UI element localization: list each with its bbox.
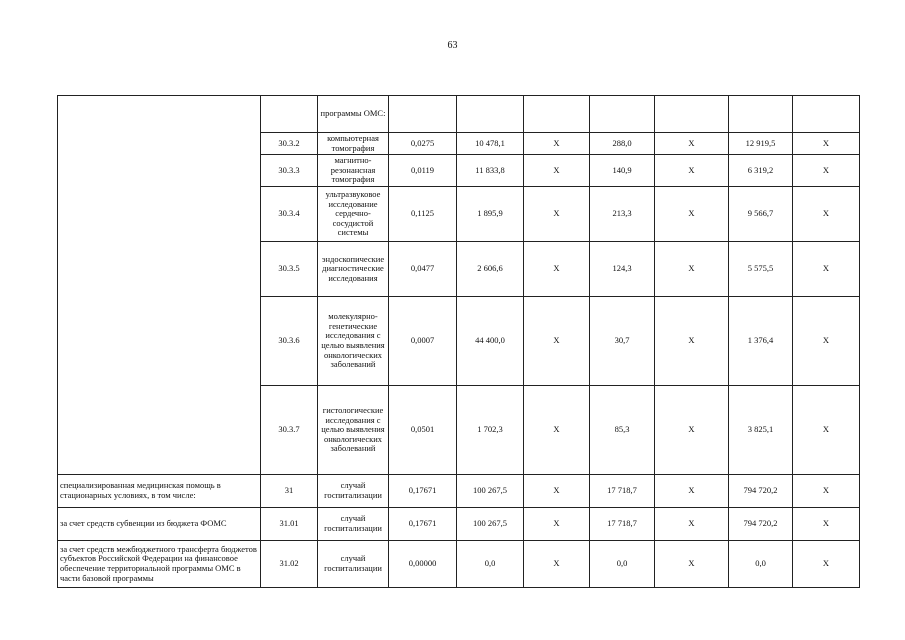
cell-value: 100 267,5: [457, 508, 524, 541]
cell-code: 31.01: [261, 508, 318, 541]
cell-value: 0,0: [729, 541, 793, 588]
cell-code: 30.3.5: [261, 242, 318, 297]
cell-code: 31.02: [261, 541, 318, 588]
cell-code: [261, 96, 318, 133]
cell-code: 30.3.7: [261, 386, 318, 475]
cell-value: X: [655, 155, 729, 187]
cell-value: X: [655, 133, 729, 155]
cell-value: X: [524, 508, 590, 541]
cell-unit: случай госпитализации: [318, 475, 389, 508]
cell-value: X: [655, 386, 729, 475]
page-number: 63: [447, 40, 458, 51]
table-row: [58, 541, 860, 588]
cell-value: X: [793, 155, 860, 187]
cell-value: 2 606,6: [457, 242, 524, 297]
cell-value: X: [524, 187, 590, 242]
cell-value: X: [655, 508, 729, 541]
cell-value: X: [655, 242, 729, 297]
cell-value: 0,00000: [389, 541, 457, 588]
cell-code: 30.3.4: [261, 187, 318, 242]
cell-value: X: [524, 133, 590, 155]
cell-unit: ультразвуковое исследование сердечно-сосудистой системы: [318, 187, 389, 242]
cell-value: 1 702,3: [457, 386, 524, 475]
cell-unit: магнитно-резонансная томография: [318, 155, 389, 187]
cell-value: 0,0119: [389, 155, 457, 187]
cell-value: X: [793, 187, 860, 242]
cell-unit: программы ОМС:: [318, 96, 389, 133]
blank-name-cell: [58, 96, 261, 475]
cell-code: 30.3.3: [261, 155, 318, 187]
cell-code: 31: [261, 475, 318, 508]
cell-value: X: [793, 297, 860, 386]
cell-name: специализированная медицинская помощь в стационарных условиях, в том числе:: [58, 475, 261, 508]
cell-value: 5 575,5: [729, 242, 793, 297]
table-row-header-continuation: [58, 96, 860, 133]
table-row: [58, 475, 860, 508]
cell-value: 0,0007: [389, 297, 457, 386]
cell-value: X: [524, 155, 590, 187]
cell-unit: гистологические исследования с целью выявления онкологических заболеваний: [318, 386, 389, 475]
cell-value: X: [655, 297, 729, 386]
cell-code: 30.3.2: [261, 133, 318, 155]
cell-name: за счет средств межбюджетного трансферта бюджетов субъектов Российской Федерации на финансовое обеспечение территориальной программы ОМС в части базовой программы: [58, 541, 261, 588]
cell-value: 44 400,0: [457, 297, 524, 386]
cell-unit: случай госпитализации: [318, 541, 389, 588]
cell-value: 0,17671: [389, 475, 457, 508]
cell-value: X: [793, 242, 860, 297]
cell-code: 30.3.6: [261, 297, 318, 386]
cell-value: 794 720,2: [729, 475, 793, 508]
cell-unit: компьютерная томография: [318, 133, 389, 155]
cell-unit: молекулярно-генетические исследования с целью выявления онкологических заболеваний: [318, 297, 389, 386]
cell-value: 1 376,4: [729, 297, 793, 386]
cell-value: 0,0: [457, 541, 524, 588]
cell-value: X: [655, 187, 729, 242]
cell-value: 0,1125: [389, 187, 457, 242]
cell-value: 100 267,5: [457, 475, 524, 508]
cell-unit: случай госпитализации: [318, 508, 389, 541]
cell-value: X: [524, 541, 590, 588]
data-table: [57, 95, 860, 588]
cell-value: 794 720,2: [729, 508, 793, 541]
cell-value: X: [655, 541, 729, 588]
cell-value: 0,17671: [389, 508, 457, 541]
cell-name: за счет средств субвенции из бюджета ФОМС: [58, 508, 261, 541]
cell-value: X: [524, 242, 590, 297]
cell-value: 0,0: [590, 541, 655, 588]
cell-value: 3 825,1: [729, 386, 793, 475]
cell-value: X: [524, 475, 590, 508]
cell-value: 85,3: [590, 386, 655, 475]
cell-value: X: [524, 297, 590, 386]
cell-value: 1 895,9: [457, 187, 524, 242]
cell-value: 17 718,7: [590, 475, 655, 508]
cell-value: 140,9: [590, 155, 655, 187]
cell-unit: эндоскопические диагностические исследования: [318, 242, 389, 297]
cell-value: 124,3: [590, 242, 655, 297]
cell-value: 10 478,1: [457, 133, 524, 155]
table-row: [58, 508, 860, 541]
cell-value: 12 919,5: [729, 133, 793, 155]
cell-value: X: [793, 508, 860, 541]
cell-value: 288,0: [590, 133, 655, 155]
cell-value: X: [793, 133, 860, 155]
cell-value: 11 833,8: [457, 155, 524, 187]
cell-value: X: [655, 475, 729, 508]
cell-value: 0,0477: [389, 242, 457, 297]
cell-value: X: [793, 475, 860, 508]
cell-value: 30,7: [590, 297, 655, 386]
cell-value: X: [793, 386, 860, 475]
cell-value: 9 566,7: [729, 187, 793, 242]
cell-value: 17 718,7: [590, 508, 655, 541]
cell-value: 0,0275: [389, 133, 457, 155]
cell-value: X: [793, 541, 860, 588]
cell-value: 213,3: [590, 187, 655, 242]
cell-value: 0,0501: [389, 386, 457, 475]
cell-value: X: [524, 386, 590, 475]
cell-value: 6 319,2: [729, 155, 793, 187]
